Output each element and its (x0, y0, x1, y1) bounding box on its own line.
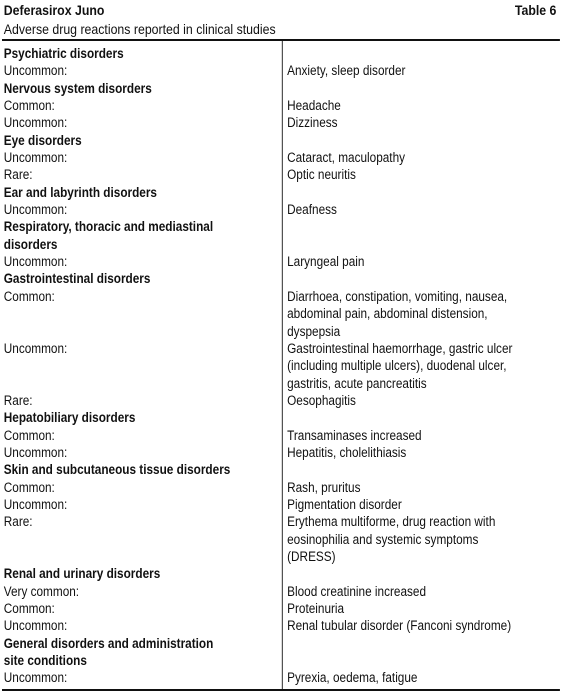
reaction-text: Deafness (287, 202, 337, 218)
frequency-label: Rare: (3, 167, 33, 183)
frequency-label: Uncommon: (3, 496, 68, 512)
adverse-reactions-table (2, 39, 560, 691)
category-label: Psychiatric disorders (3, 46, 124, 61)
category-label: Hepatobiliary disorders (3, 410, 136, 426)
table-row (2, 305, 560, 322)
category-row (2, 461, 560, 478)
frequency-label: Uncommon: (3, 670, 68, 686)
category-label: Skin and subcutaneous tissue disorders (3, 462, 231, 478)
table-caption: Adverse drug reactions reported in clinical studies (3, 21, 276, 37)
category-label: Gastrointestinal disorders (3, 271, 151, 287)
frequency-label: Common: (3, 98, 55, 114)
frequency-label: Common: (3, 427, 55, 443)
category-row (2, 184, 560, 201)
frequency-label-empty (2, 305, 282, 322)
category-row (2, 635, 560, 652)
table-row (2, 253, 560, 270)
category-label: Renal and urinary disorders (3, 566, 161, 582)
frequency-label: Uncommon: (3, 444, 68, 460)
table-row (2, 444, 560, 461)
table-row (2, 62, 560, 79)
frequency-label: Uncommon: (3, 115, 68, 131)
reaction-text: Proteinuria (287, 601, 345, 616)
table-row (2, 548, 560, 565)
category-row (2, 236, 560, 253)
document-title: Deferasirox Juno (3, 2, 105, 18)
table-number: Table 6 (514, 2, 557, 18)
category-row (2, 218, 560, 235)
category-row (2, 652, 560, 669)
reaction-text: gastritis, acute pancreatitis (287, 375, 427, 391)
frequency-label: Uncommon: (3, 618, 68, 634)
reaction-text: Gastrointestinal haemorrhage, gastric ulcer (287, 340, 513, 356)
frequency-label: Rare: (3, 514, 33, 530)
reaction-text: Dizziness (287, 115, 338, 131)
frequency-label: Uncommon: (3, 63, 68, 79)
frequency-label-empty (2, 531, 282, 548)
category-label: General disorders and administration (3, 635, 214, 651)
reaction-text: Blood creatinine increased (287, 583, 426, 599)
frequency-label: Uncommon: (3, 340, 68, 356)
reaction-text: Diarrhoea, constipation, vomiting, nausea, (287, 288, 508, 304)
table-row (2, 427, 560, 444)
reaction-text: Transaminases increased (287, 427, 422, 443)
category-row (2, 132, 560, 149)
reaction-text: (DRESS) (287, 548, 336, 564)
reaction-text: Cataract, maculopathy (287, 150, 406, 166)
frequency-label: Uncommon: (3, 150, 68, 166)
reaction-text: abdominal pain, abdominal distension, (287, 306, 488, 322)
reaction-text: eosinophilia and systemic symptoms (287, 531, 479, 547)
table-row (2, 531, 560, 548)
table-row (2, 513, 560, 530)
category-row (2, 45, 560, 62)
table-row (2, 669, 560, 686)
category-row (2, 80, 560, 97)
reaction-text: (including multiple ulcers), duodenal ulcer, (287, 358, 507, 374)
reaction-text: Oesophagitis (287, 392, 356, 408)
reaction-text: Pigmentation disorder (287, 496, 402, 512)
table-row (2, 114, 560, 131)
table-body (2, 45, 560, 687)
category-label: Ear and labyrinth disorders (3, 184, 157, 200)
reaction-text: Rash, pruritus (287, 479, 361, 495)
frequency-label: Common: (3, 601, 55, 616)
table-row (2, 583, 560, 600)
category-row (2, 270, 560, 287)
frequency-label: Rare: (3, 392, 33, 408)
frequency-label: Uncommon: (3, 202, 68, 218)
category-label: disorders (3, 236, 58, 252)
table-row (2, 357, 560, 374)
table-row (2, 600, 560, 617)
category-row (2, 565, 560, 582)
category-label: Eye disorders (3, 132, 82, 148)
frequency-label-empty (2, 357, 282, 374)
document (2, 0, 560, 691)
category-label: site conditions (3, 653, 87, 669)
table-row (2, 617, 560, 634)
table-row (2, 340, 560, 357)
table-row (2, 375, 560, 392)
frequency-label-empty (2, 323, 282, 340)
category-label: Respiratory, thoracic and mediastinal (3, 219, 214, 235)
reaction-text: Hepatitis, cholelithiasis (287, 444, 407, 460)
reaction-text: dyspepsia (287, 323, 341, 339)
reaction-text: Pyrexia, oedema, fatigue (287, 670, 418, 686)
table-row (2, 97, 560, 114)
frequency-label: Common: (3, 479, 55, 495)
table-header (2, 0, 560, 20)
reaction-text: Laryngeal pain (287, 254, 365, 270)
category-row (2, 409, 560, 426)
table-row (2, 323, 560, 340)
reaction-text: Anxiety, sleep disorder (287, 63, 406, 79)
table-row (2, 479, 560, 496)
table-row (2, 201, 560, 218)
table-row (2, 392, 560, 409)
frequency-label-empty (2, 548, 282, 565)
table-row (2, 166, 560, 183)
reaction-text: Renal tubular disorder (Fanconi syndrome) (287, 618, 512, 634)
reaction-text: Headache (287, 98, 341, 114)
frequency-label: Common: (3, 288, 55, 304)
frequency-label: Very common: (3, 583, 80, 599)
frequency-label-empty (2, 375, 282, 392)
reaction-text: Optic neuritis (287, 167, 356, 183)
frequency-label: Uncommon: (3, 254, 68, 270)
reaction-text: Erythema multiforme, drug reaction with (287, 514, 496, 530)
table-row (2, 288, 560, 305)
table-row (2, 496, 560, 513)
category-label: Nervous system disorders (3, 80, 152, 96)
table-row (2, 149, 560, 166)
